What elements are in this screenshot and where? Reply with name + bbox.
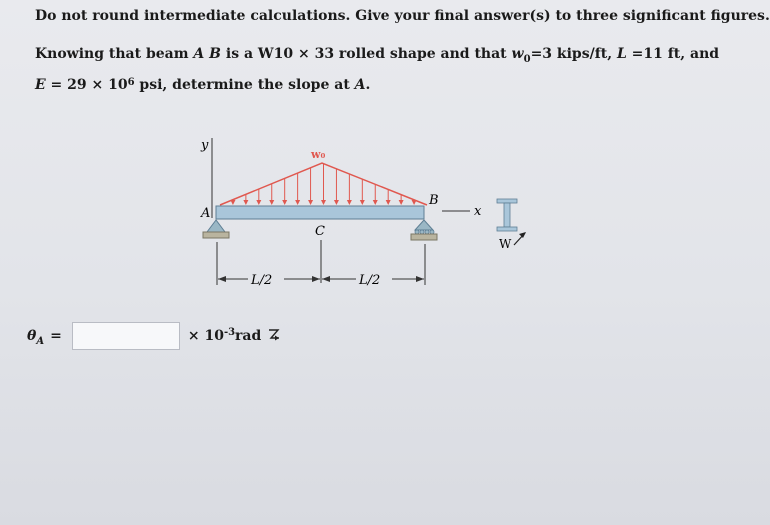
E-value: = 29 × 10 — [45, 77, 128, 93]
ground-b — [411, 234, 437, 240]
problem-text: is a W10 × 33 rolled shape and that — [221, 46, 512, 62]
load-arrows — [230, 164, 416, 205]
w-subscript: 0 — [523, 54, 531, 65]
E-exponent: 6 — [127, 77, 135, 88]
dimension-arrow — [218, 276, 226, 282]
point-label: A — [354, 77, 366, 93]
roller-support-b — [415, 220, 433, 230]
point-c-label: C — [315, 224, 325, 239]
load-arrow-head — [308, 200, 313, 205]
load-arrow-head — [360, 200, 365, 205]
answer-unit — [188, 327, 281, 345]
dimension-right-label: L/2 — [359, 273, 381, 288]
equals-sign: = — [50, 328, 62, 344]
answer-row — [27, 318, 281, 354]
load-arrow-head — [230, 200, 235, 205]
theta-subscript: A — [36, 336, 45, 347]
ground-a — [203, 232, 229, 238]
point-a-label: A — [201, 206, 211, 221]
load-arrow-head — [243, 200, 248, 205]
w-symbol: w — [511, 46, 524, 62]
y-axis-label: y — [201, 138, 209, 153]
beam — [216, 206, 424, 219]
load-arrow-head — [282, 200, 287, 205]
problem-text: . — [365, 77, 371, 93]
roller — [415, 230, 419, 234]
clockwise-arrow-icon — [267, 327, 281, 345]
slope-answer-input[interactable] — [72, 322, 180, 350]
problem-text: psi, determine the slope at — [134, 77, 355, 93]
unit-multiplier: × 10 — [187, 328, 224, 344]
load-arrow-head — [412, 200, 417, 205]
roller — [430, 230, 434, 234]
load-arrow-head — [386, 200, 391, 205]
x-axis-label: x — [474, 204, 482, 219]
answer-label — [27, 328, 62, 347]
load-arrow-head — [321, 200, 326, 205]
problem-text: Knowing that beam — [35, 46, 194, 62]
point-b-label: B — [429, 193, 439, 208]
load-arrow-head — [269, 200, 274, 205]
dimension-arrow — [416, 276, 424, 282]
load-label: w₀ — [311, 148, 326, 161]
load-arrow-head — [256, 200, 261, 205]
roller — [425, 230, 429, 234]
load-arrow-head — [399, 200, 404, 205]
load-arrow-head — [373, 200, 378, 205]
load-arrow-head — [295, 200, 300, 205]
E-symbol: E — [35, 77, 46, 93]
w-value: =3 kips/ft, — [530, 46, 617, 62]
pin-support-a — [207, 220, 225, 232]
dimension-left-label: L/2 — [251, 273, 273, 288]
beam-name: A B — [193, 46, 221, 62]
load-arrow-head — [347, 200, 352, 205]
roller — [420, 230, 424, 234]
load-arrow-head — [334, 200, 339, 205]
unit-rad: rad — [235, 328, 262, 344]
unit-exponent: -3 — [223, 326, 236, 338]
dimension-arrow — [322, 276, 330, 282]
instructions-text: Do not round intermediate calculations. Give your final answer(s) to three significant figures. — [35, 8, 770, 24]
L-symbol: L — [616, 46, 627, 62]
L-value: =11 ft, and — [626, 46, 720, 62]
theta-symbol: θ — [27, 328, 37, 344]
dimension-arrow — [312, 276, 320, 282]
section-label: W — [499, 237, 512, 251]
